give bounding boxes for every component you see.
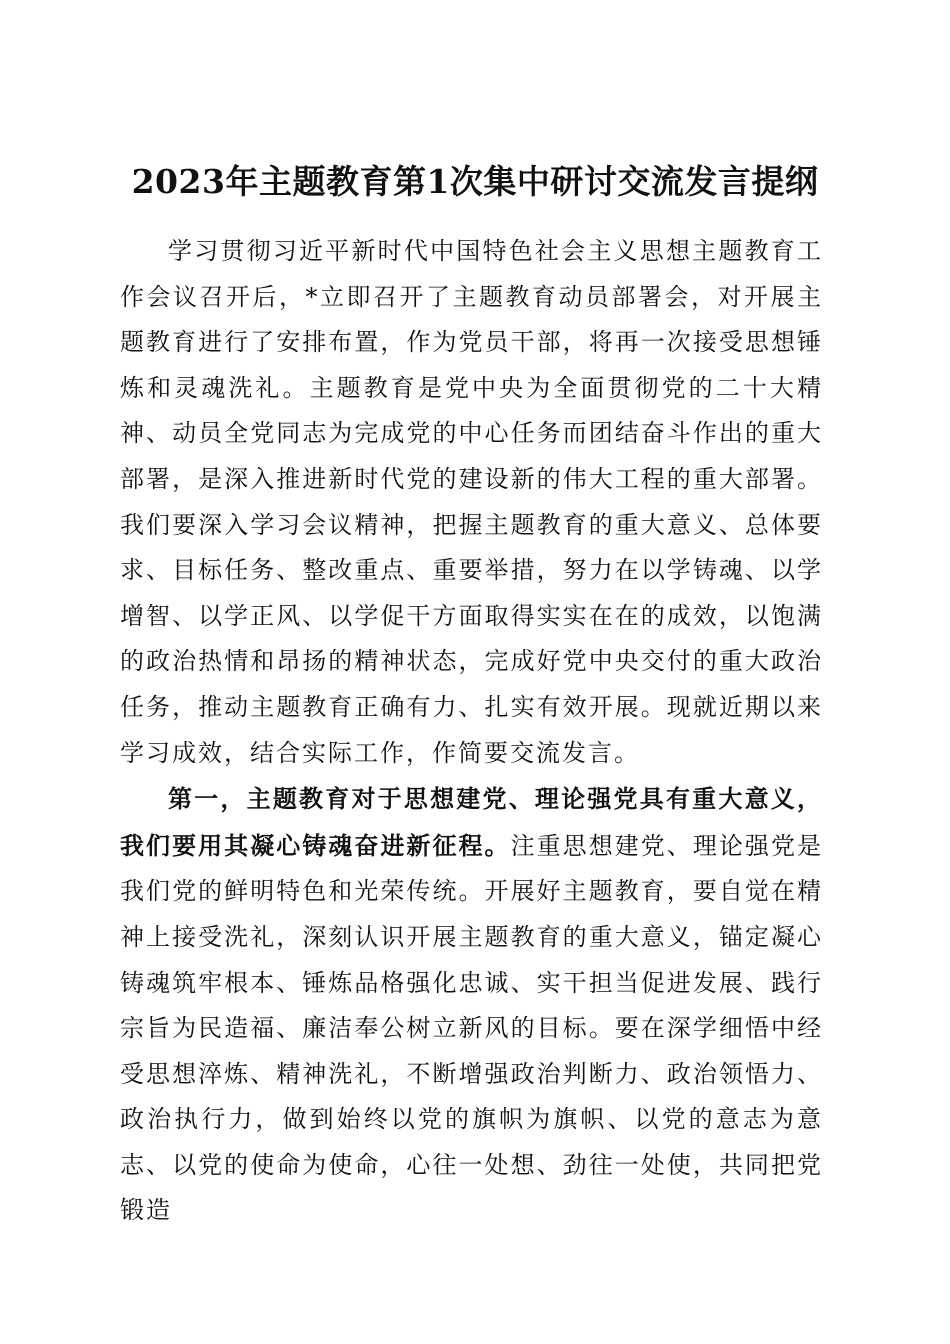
paragraph-intro	[120, 229, 823, 776]
paragraph-point-one	[120, 776, 823, 1234]
paragraph-point-one-text: 注重思想建党、理论强党是我们党的鲜明特色和光荣传统。开展好主题教育，要自觉在精神上接受洗礼，深刻认识开展主题教育的重大意义，锚定凝心铸魂筑牢根本、锤炼品格强化忠诚、实干担当促进发展、践行宗旨为民造福、廉洁奉公树立新风的目标。要在深学细悟中经受思想淬炼、精神洗礼，不断增强政治判断力、政治领悟力、政治执行力，做到始终以党的旗帜为旗帜、以党的意志为意志、以党的使命为使命，心往一处想、劲往一处使，共同把党锻造	[120, 831, 824, 1225]
paragraph-intro-text: 学习贯彻习近平新时代中国特色社会主义思想主题教育工作会议召开后，*立即召开了主题教育动员部署会，对开展主题教育进行了安排布置，作为党员干部，将再一次接受思想锤炼和灵魂洗礼。主题教育是党中央为全面贯彻党的二十大精神、动员全党同志为完成党的中心任务而团结奋斗作出的重大部署，是深入推进新时代党的建设新的伟大工程的重大部署。我们要深入学习会议精神，把握主题教育的重大意义、总体要求、目标任务、整改重点、重要举措，努力在以学铸魂、以学增智、以学正风、以学促干方面取得实实在在的成效，以饱满的政治热情和昂扬的精神状态，完成好党中央交付的重大政治任务，推动主题教育正确有力、扎实有效开展。现就近期以来学习成效，结合实际工作，作简要交流发言。	[120, 237, 823, 767]
document-body	[120, 229, 823, 1234]
document-title: 2023年主题教育第1次集中研讨交流发言提纲	[131, 162, 819, 202]
paragraph-point-one-heading: 第一，主题教育对于思想建党、理论强党具有重大意义，我们要用其凝心铸魂奋进新征程。	[120, 784, 823, 860]
